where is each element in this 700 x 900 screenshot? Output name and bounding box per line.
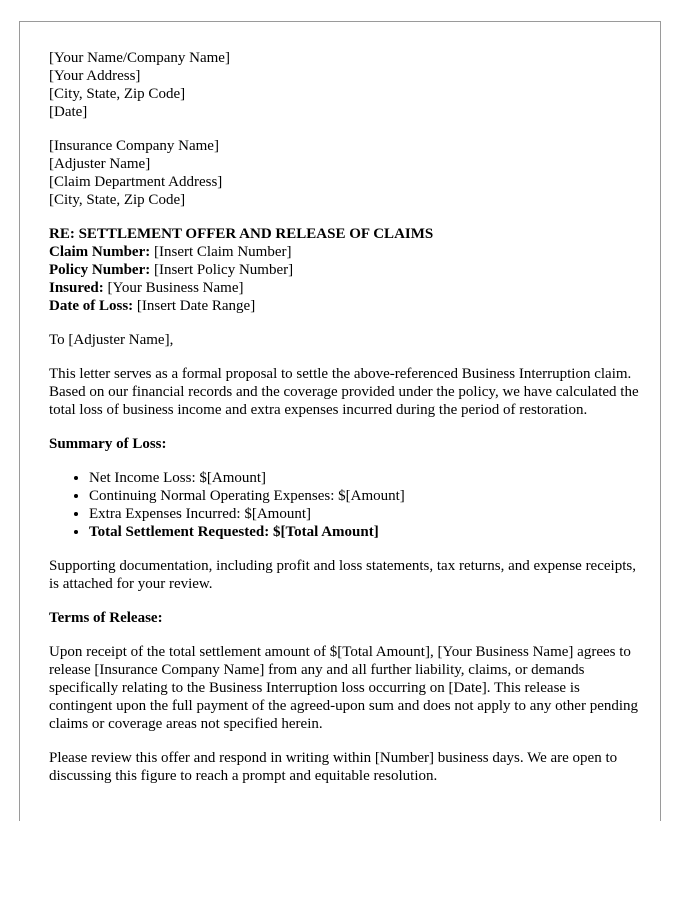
insured-line — [49, 279, 639, 297]
intro-paragraph: This letter serves as a formal proposal to settle the above-referenced Business Interruption claim. Based on our financial records and the coverage provided under the policy, we have calculated the total loss of business income and extra expenses incurred during the period of restoration. — [49, 366, 639, 418]
loss-list — [49, 469, 639, 541]
recipient-city: [City, State, Zip Code] — [49, 192, 186, 208]
date-of-loss-line — [49, 297, 639, 315]
recipient-company: [Insurance Company Name] — [49, 138, 219, 154]
list-item: • Net Income Loss: $[Amount] — [89, 469, 639, 487]
letter-page — [19, 21, 661, 821]
date-of-loss-value: [Insert Date Range] — [133, 298, 256, 314]
claim-number-label: Claim Number: — [49, 244, 151, 260]
policy-number-line — [49, 261, 639, 279]
subject-line: RE: SETTLEMENT OFFER AND RELEASE OF CLAIMS — [49, 226, 434, 242]
sender-city: [City, State, Zip Code] — [49, 86, 186, 102]
sender-date: [Date] — [49, 104, 88, 120]
date-of-loss-label: Date of Loss: — [49, 298, 134, 314]
list-item: • Extra Expenses Incurred: $[Amount] — [89, 505, 639, 523]
list-item-total: • Total Settlement Requested: $[Total Amount] — [89, 523, 639, 541]
policy-number-label: Policy Number: — [49, 262, 151, 278]
sender-name: [Your Name/Company Name] — [49, 50, 230, 66]
claim-number-value: [Insert Claim Number] — [150, 244, 292, 260]
salutation: To [Adjuster Name], — [49, 332, 174, 348]
terms-heading: Terms of Release: — [49, 610, 163, 626]
policy-number-value: [Insert Policy Number] — [150, 262, 294, 278]
recipient-adjuster: [Adjuster Name] — [49, 156, 151, 172]
insured-label: Insured: — [49, 280, 104, 296]
terms-paragraph: Upon receipt of the total settlement amount of $[Total Amount], [Your Business Name] agrees to release [Insurance Company Name] from any and all further liability, claims, or demands specifically relating to the Business Interruption loss occurring on [Date]. This release is contingent upon the full payment of the agreed-upon sum and does not apply to any other pending claims or coverage areas not specified herein. — [49, 644, 639, 732]
claim-number-line — [49, 243, 639, 261]
summary-heading: Summary of Loss: — [49, 436, 167, 452]
supporting-paragraph: Supporting documentation, including profit and loss statements, tax returns, and expense receipts, is attached for your review. — [49, 558, 636, 592]
reference-block — [49, 225, 639, 315]
list-item: • Continuing Normal Operating Expenses: $[Amount] — [89, 487, 639, 505]
recipient-block — [49, 137, 639, 209]
sender-block — [49, 49, 639, 121]
insured-value: [Your Business Name] — [103, 280, 244, 296]
letter-content — [49, 49, 639, 801]
closing-paragraph: Please review this offer and respond in writing within [Number] business days. We are open to discussing this figure to reach a prompt and equitable resolution. — [49, 750, 618, 784]
sender-address: [Your Address] — [49, 68, 141, 84]
recipient-department: [Claim Department Address] — [49, 174, 223, 190]
